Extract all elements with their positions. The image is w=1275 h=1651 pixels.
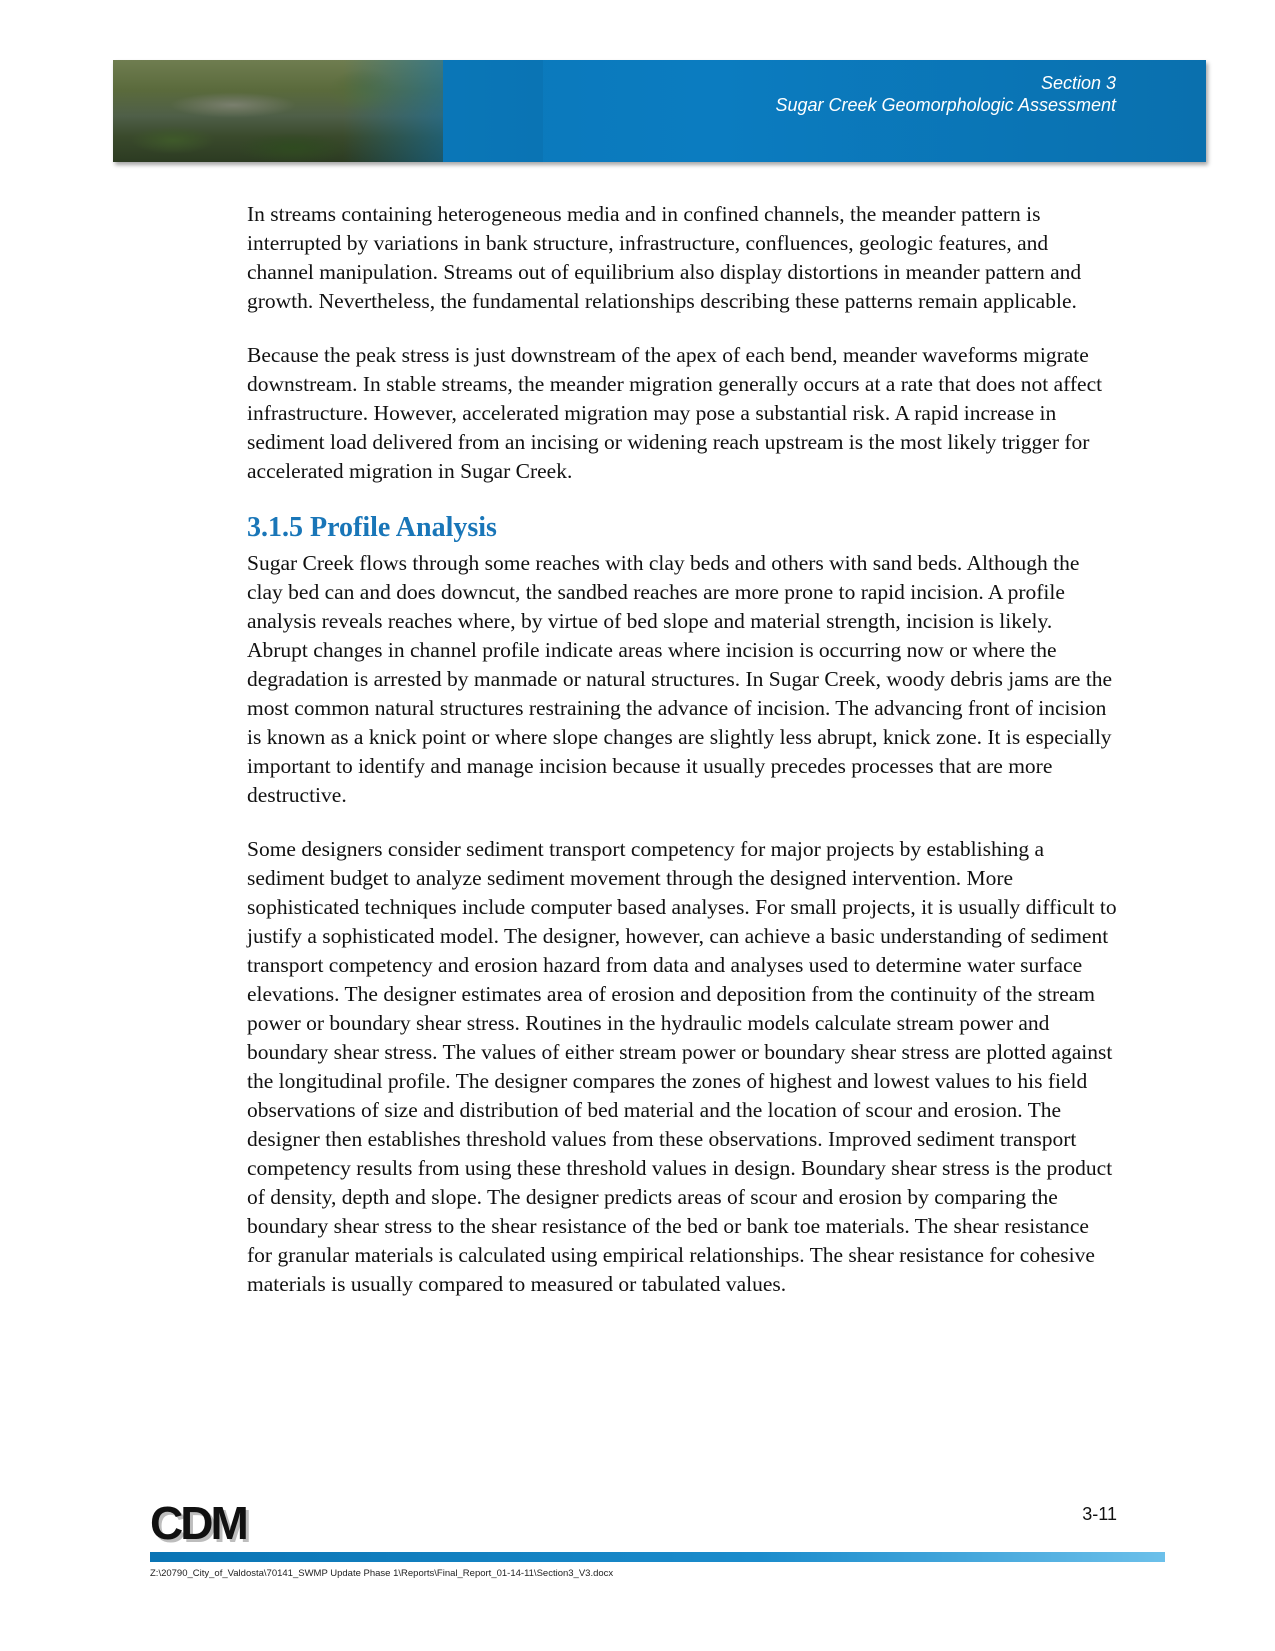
header-banner <box>113 60 1206 162</box>
page-number: 3-11 <box>1082 1504 1117 1524</box>
section-heading: 3.1.5 Profile Analysis <box>247 512 497 543</box>
file-path: Z:\20790_City_of_Valdosta\70141_SWMP Update Phase 1\Reports\Final_Report_01-14-11\Section3_V3.docx <box>150 1568 614 1579</box>
section-title: Sugar Creek Geomorphologic Assessment <box>775 95 1116 115</box>
footer-bar <box>150 1552 1165 1562</box>
paragraph-3: Sugar Creek flows through some reaches with clay beds and others with sand beds. Although the clay bed can and does downcut, the sandbed reaches are more prone to rapid incision. A profile analysis reveals reaches where, by virtue of bed slope and material strength, incision is likely. Abrupt changes in channel profile indicate areas where incision is occurring now or where the degradation is arrested by manmade or natural structures. In Sugar Creek, woody debris jams are the most common natural structures restraining the advance of incision. The advancing front of incision is known as a knick point or where slope changes are slightly less abrupt, knick zone. It is especially important to identify and manage incision because it usually precedes processes that are more destructive. <box>247 551 1113 807</box>
header-text <box>776 72 1117 116</box>
section-label: Section 3 <box>1040 73 1116 93</box>
paragraph-4: Some designers consider sediment transport competency for major projects by establishing a sediment budget to analyze sediment movement through the designed intervention. More sophisticated techniques include computer based analyses. For small projects, it is usually difficult to justify a sophisticated model. The designer, however, can achieve a basic understanding of sediment transport competency and erosion hazard from data and analyses used to determine water surface elevations. The designer estimates area of erosion and deposition from the continuity of the stream power or boundary shear stress. Routines in the hydraulic models calculate stream power and boundary shear stress. The values of either stream power or boundary shear stress are plotted against the longitudinal profile. The designer compares the zones of highest and lowest values to his field observations of size and distribution of bed material and the location of scour and erosion. The designer then establishes threshold values from these observations. Improved sediment transport competency results from using these threshold values in design. Boundary shear stress is the product of density, depth and slope. The designer predicts areas of scour and erosion by comparing the boundary shear stress to the shear resistance of the bed or bank toe materials. The shear resistance for granular materials is calculated using empirical relationships. The shear resistance for cohesive materials is usually compared to measured or tabulated values. <box>247 837 1117 1296</box>
document-body <box>247 200 1117 1324</box>
photo-fade <box>343 60 543 162</box>
cdm-logo: CDM <box>150 1497 246 1549</box>
paragraph-1: In streams containing heterogeneous media and in confined channels, the meander pattern is interrupted by variations in bank structure, infrastructure, confluences, geologic features, and channel manipulation. Streams out of equilibrium also display distortions in meander pattern and growth. Nevertheless, the fundamental relationships describing these patterns remain applicable. <box>247 202 1082 313</box>
paragraph-2: Because the peak stress is just downstream of the apex of each bend, meander waveforms migrate downstream. In stable streams, the meander migration generally occurs at a rate that does not affect infrastructure. However, accelerated migration may pose a substantial risk. A rapid increase in sediment load delivered from an incising or widening reach upstream is the most likely trigger for accelerated migration in Sugar Creek. <box>247 343 1103 483</box>
